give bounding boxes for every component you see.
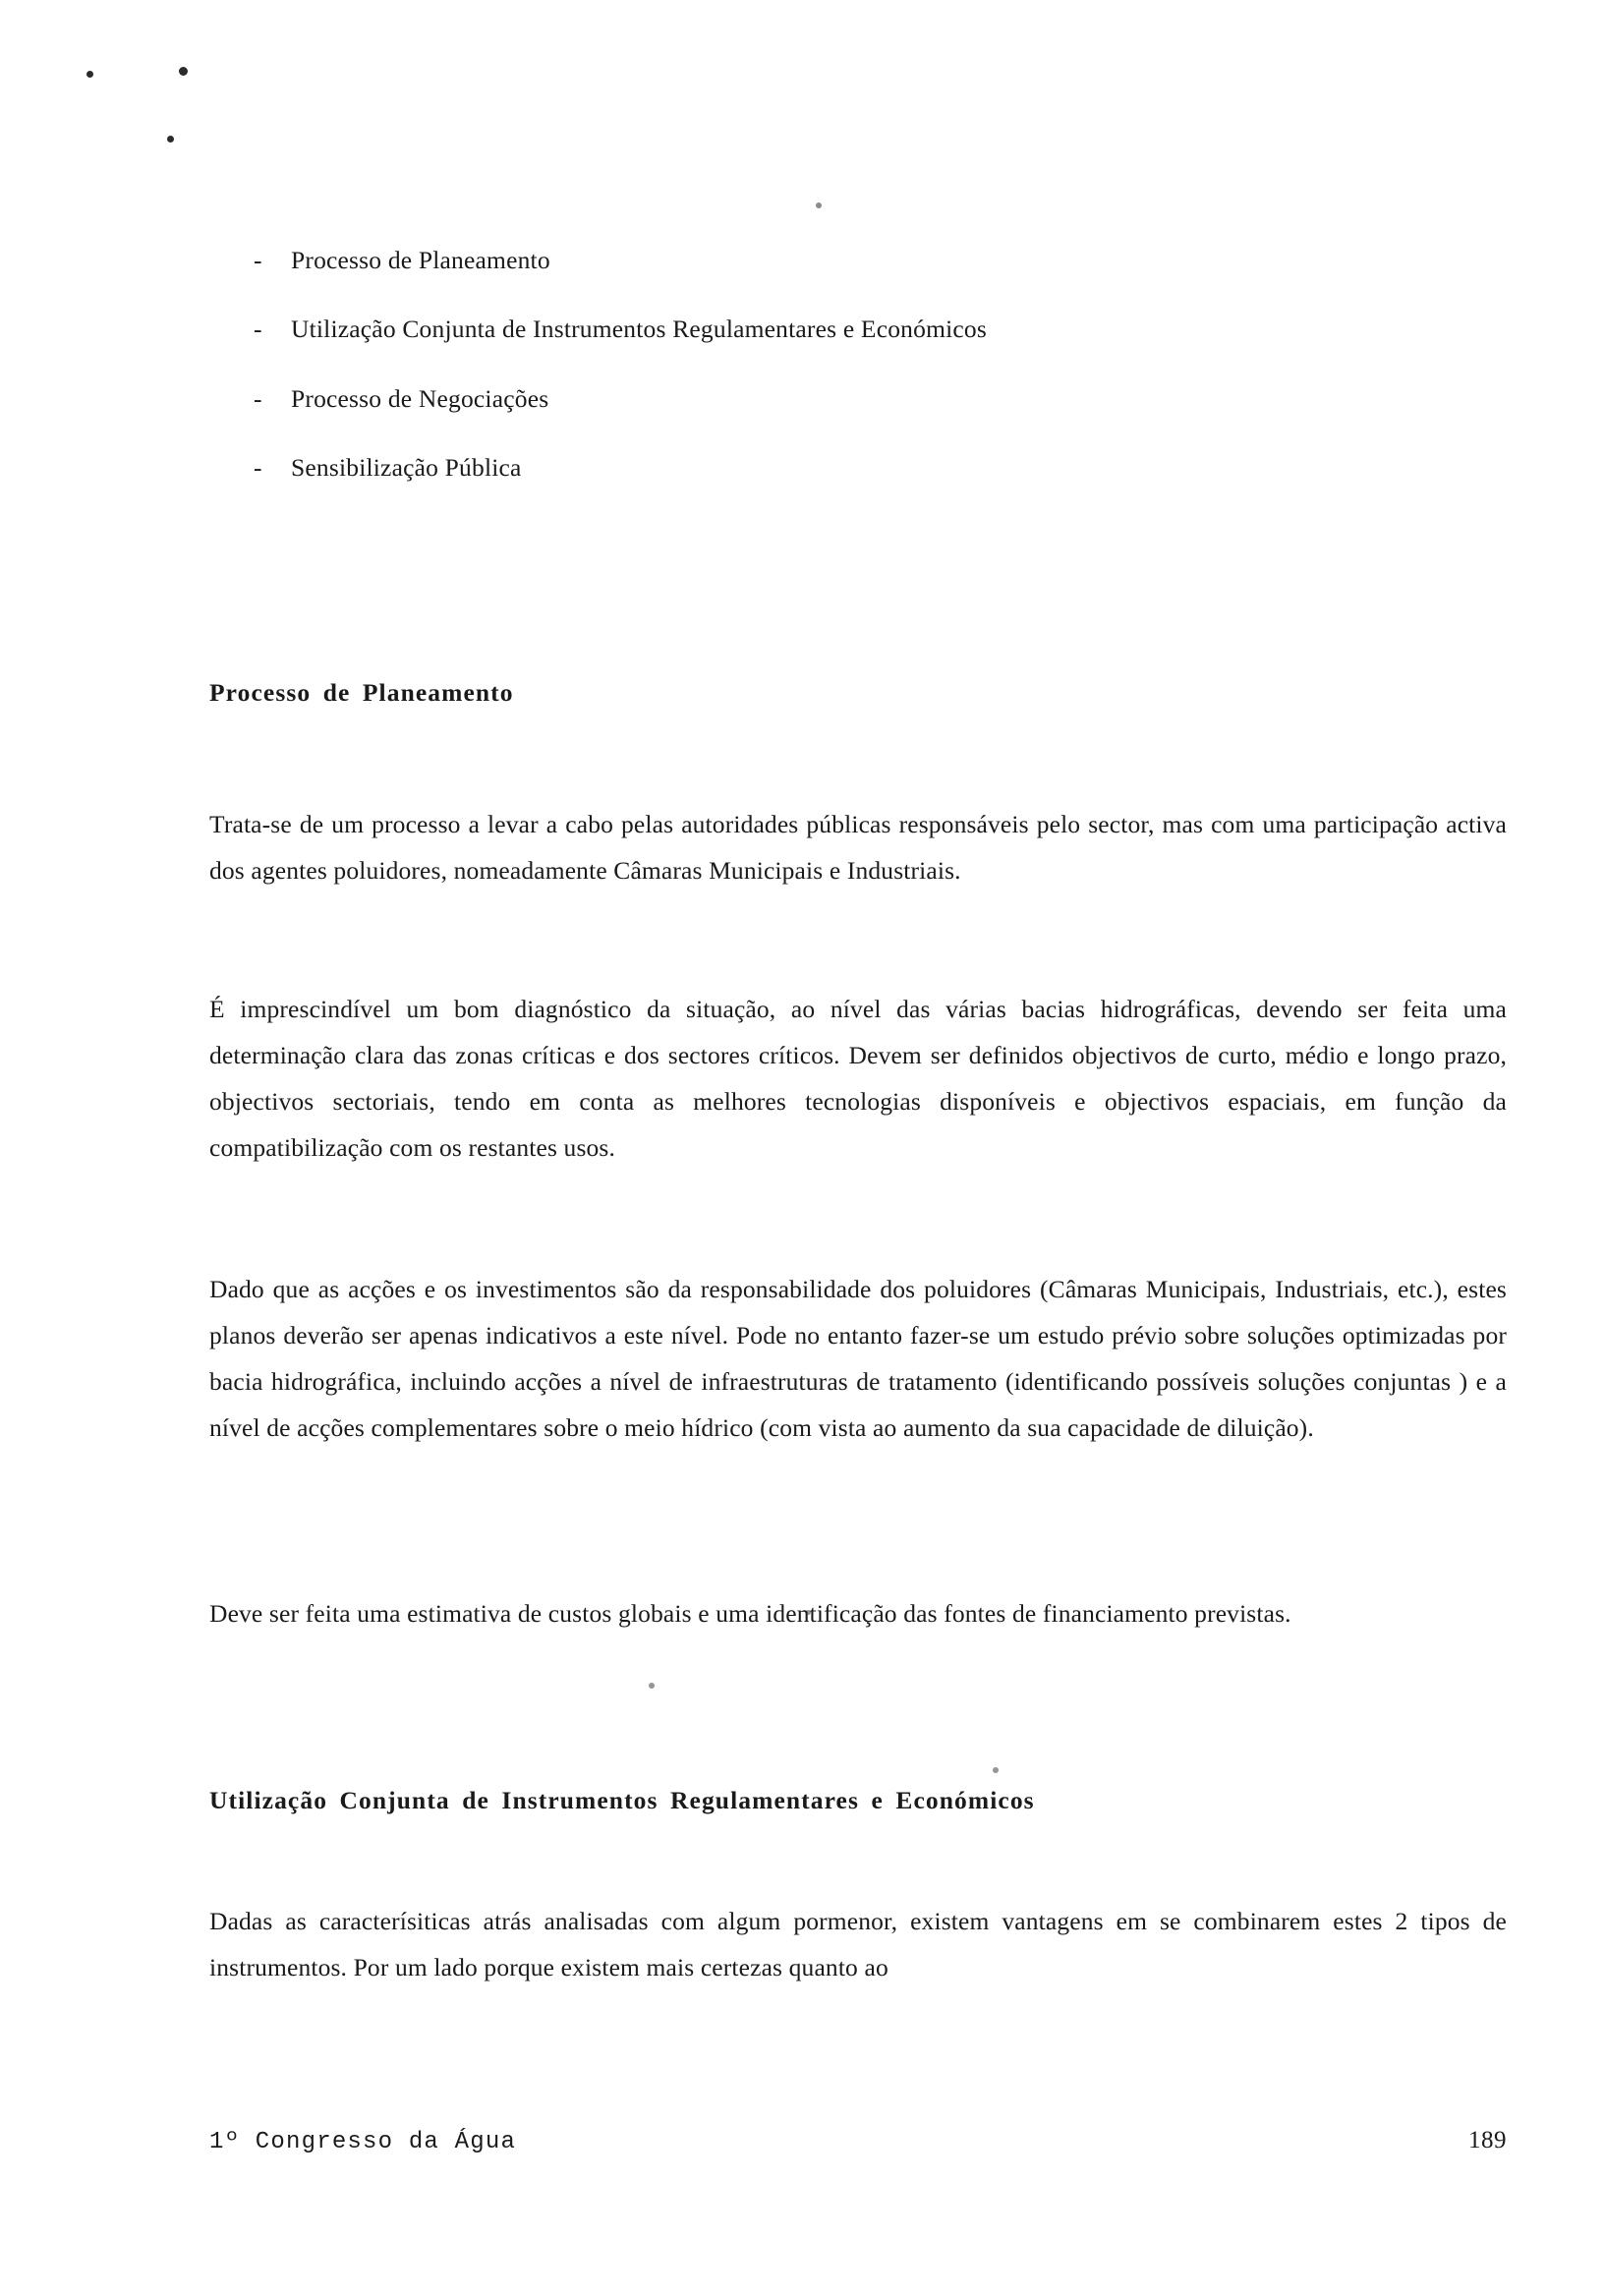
scan-speck: [167, 136, 174, 143]
paragraph: Deve ser feita uma estimativa de custos globais e uma identificação das fontes de financiamento previstas.: [209, 1598, 1291, 1628]
topic-bullet-list: [254, 244, 1502, 521]
list-item-label: Utilização Conjunta de Instrumentos Regulamentares e Económicos: [291, 315, 987, 344]
paragraph: Dado que as acções e os investimentos são da responsabilidade dos poluidores (Câmaras Municipais, Industriais, etc.), estes planos deverão ser apenas indicativos a este nível. Pode no entanto fazer-se um estudo prévio sobre soluções optimizadas por bacia hidrográfica, incluindo acções a nível de infraestruturas de tratamento (identificando possíveis soluções conjuntas ) e a nível de acções complementares sobre o meio hídrico (com vista ao aumento da sua capacidade de diluição).: [209, 1274, 1507, 1442]
paragraph: Trata-se de um processo a levar a cabo pelas autoridades públicas responsáveis pelo sector, mas com uma participação activa dos agentes poluidores, nomeadamente Câmaras Municipais e Industriais.: [209, 809, 1507, 885]
page-number: 189: [1468, 2127, 1507, 2153]
footer-conference-label: 1º Congresso da Água: [209, 2129, 517, 2155]
list-item: [254, 244, 1502, 277]
section-heading-utilizacao: Utilização Conjunta de Instrumentos Regulamentares e Económicos: [209, 1786, 1035, 1814]
list-item-label: Processo de Planeamento: [291, 246, 550, 274]
list-item: [254, 451, 1502, 485]
paragraph: Dadas as caracterísiticas atrás analisadas com algum pormenor, existem vantagens em se combinarem estes 2 tipos de instrumentos. Por um lado porque existem mais certezas quanto ao: [209, 1906, 1507, 1981]
dash-bullet-icon: -: [254, 453, 262, 483]
section-heading-planeamento: Processo de Planeamento: [209, 678, 514, 707]
paragraph: É imprescindível um bom diagnóstico da situação, ao nível das várias bacias hidrográficas, devendo ser feita uma determinação clara das zonas críticas e dos sectores críticos. Devem ser definidos objectivos de curto, médio e longo prazo, objectivos sectoriais, tendo em conta as melhores tecnologias disponíveis e objectivos espaciais, em função da compatibilização com os restantes usos.: [209, 994, 1507, 1162]
list-item: [254, 313, 1502, 346]
dash-bullet-icon: -: [254, 246, 262, 274]
page-footer: [209, 2127, 1507, 2155]
list-item: [254, 382, 1502, 416]
scan-speck: [86, 71, 93, 78]
scan-speck: [179, 67, 188, 76]
dash-bullet-icon: -: [254, 315, 262, 344]
dash-bullet-icon: -: [254, 383, 262, 413]
list-item-label: Processo de Negociações: [291, 383, 549, 413]
page-content: [209, 0, 1507, 2296]
list-item-label: Sensibilização Pública: [291, 453, 522, 483]
